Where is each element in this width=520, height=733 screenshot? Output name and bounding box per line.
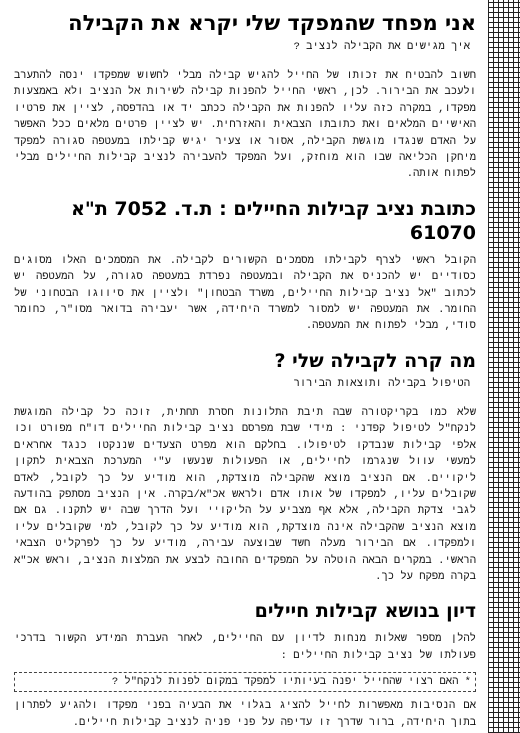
discussion-question: * האם רצוי שהחייל יפנה בעיותיו למפקד במקום לפנות לנקח"ל ?	[14, 672, 476, 692]
section-body: הקובל ראשי לצרף לקבילתו מסמכים הקשורים לקבילה. את המסמכים האלו מסוגים כסודיים יש להכניס את הקבילה ובמעטפה נפרדת במעטפה סגורה, על המעטפה יש לכתוב "אל נציב קבילות החיילים, משרד הבטחון" ולציין את סיווגו הבטחוני של החומר. את המעטפה יש למסור למשרד היחידה, אשר יעבירה בדואר מסו"ר, כחומר סודי, מבלי לפתוח את המעטפה.	[14, 254, 476, 333]
section-what-happened	[14, 349, 476, 585]
section-subtitle: הטיפול בקבילה ותוצאות הבירור	[293, 377, 470, 390]
section-address	[14, 197, 476, 335]
section-title: כתובת נציב קבילות החיילים : ת.ד. 7052 ת"א 61070	[71, 197, 476, 244]
section-title: אני מפחד שהמפקד שלי יקרא את הקבילה	[68, 11, 476, 35]
section-subtitle: איך מגישים את הקבילה לנציב ?	[293, 41, 470, 53]
section-body: להלן מספר שאלות מנחות לדיון עם החיילים, לאחר העברת המידע הקשור בדרכי פעולתו של נציב קבילות החיילים :	[14, 633, 476, 662]
section-title: דיון בנושא קבילות חיילים	[254, 600, 476, 623]
section-title: מה קרה לקבילה שלי ?	[274, 349, 476, 372]
section-complaint-fear	[14, 10, 476, 183]
section-body: שלא כמו בקריקטורה שבה תיבת התלונות חסרת תחתית, זוכה כל קבילה המוגשת לנקח"ל לטיפול קפדני : מידי שבת מפרסם נציב קבילות החיילים דו"ח מפורט וכו אלפי קבילות שנבדקו לטיפולו. בחלקם הוא מפרט הצעדים שננקטו כנגד אחראים למעשי עוול שנגרמו לחיילים, או הפעולות שנעשו ע"י המערכת הצבאית לתקון ליקויים. אם הנציב מוצא שהקבילה מוצדקת, הוא מודיע על כך לקובל, לאדם שקובלים עליו, למפקדו של אותו אדם ולראש אכ"א/בקרה. אין הנציב מסתפק בהודעה לגבי צדקת הקבילה, אלא אף מצביע על הליקויי ועל הדרך שבה יש לתקנו. גם אם מוצא הנציב שהקבילה אינה מוצדקת, הוא מודיע על כך לקובל, למי שקובלים עליו ולמפקדו. אם הבירור מעלה חשד שבוצעה עבירה, מודיע על כך לפרקליט הצבאי הראשי. במקרים הבאה הוטלה על המפקדים החובה לבצע את המלצות הנציב, וראש אכ"א בקרה מפקח על כך.	[14, 406, 476, 583]
section-body: חשוב להבטיח את זכותו של החייל להגיש קבילה מבלי לחשוש שמפקדו ינסה להתערב ולעכב את הבירור. לכן, ראשי החייל להפנות קבילה לשירות אל הנציב ולא באמצעות מפקדו, במקרה כזה עליו להפנות את הקבילה ככתב יד או בהדפסה, לציין את פרטיו האישיים המלאים ואת כתובתו הצבאית והאזרחית. יש לציין פרטים מלאים ככל האפשר על האדם שנגדו מוגשת הקבילה, אסור או צעיר יגיש קבילתו במעטפה סגורה למפקד מיחקן הכליאה שבו הוא מוחזק, ועל המפקד להעבירה לנציב קבילות החיילים מבלי לפתוח אותה.	[14, 70, 476, 181]
section-closing: אם הנסיבות מאפשרות לחייל להציג בגלוי את הבעיה בפני מפקדו ולהגיע לפתרון בתוך היחידה, ברור שדרך זו עדיפה על פני פניה לנציב קבילות חיילים.	[14, 700, 476, 729]
grid-margin-pattern	[488, 0, 520, 733]
section-discussion	[14, 599, 476, 731]
